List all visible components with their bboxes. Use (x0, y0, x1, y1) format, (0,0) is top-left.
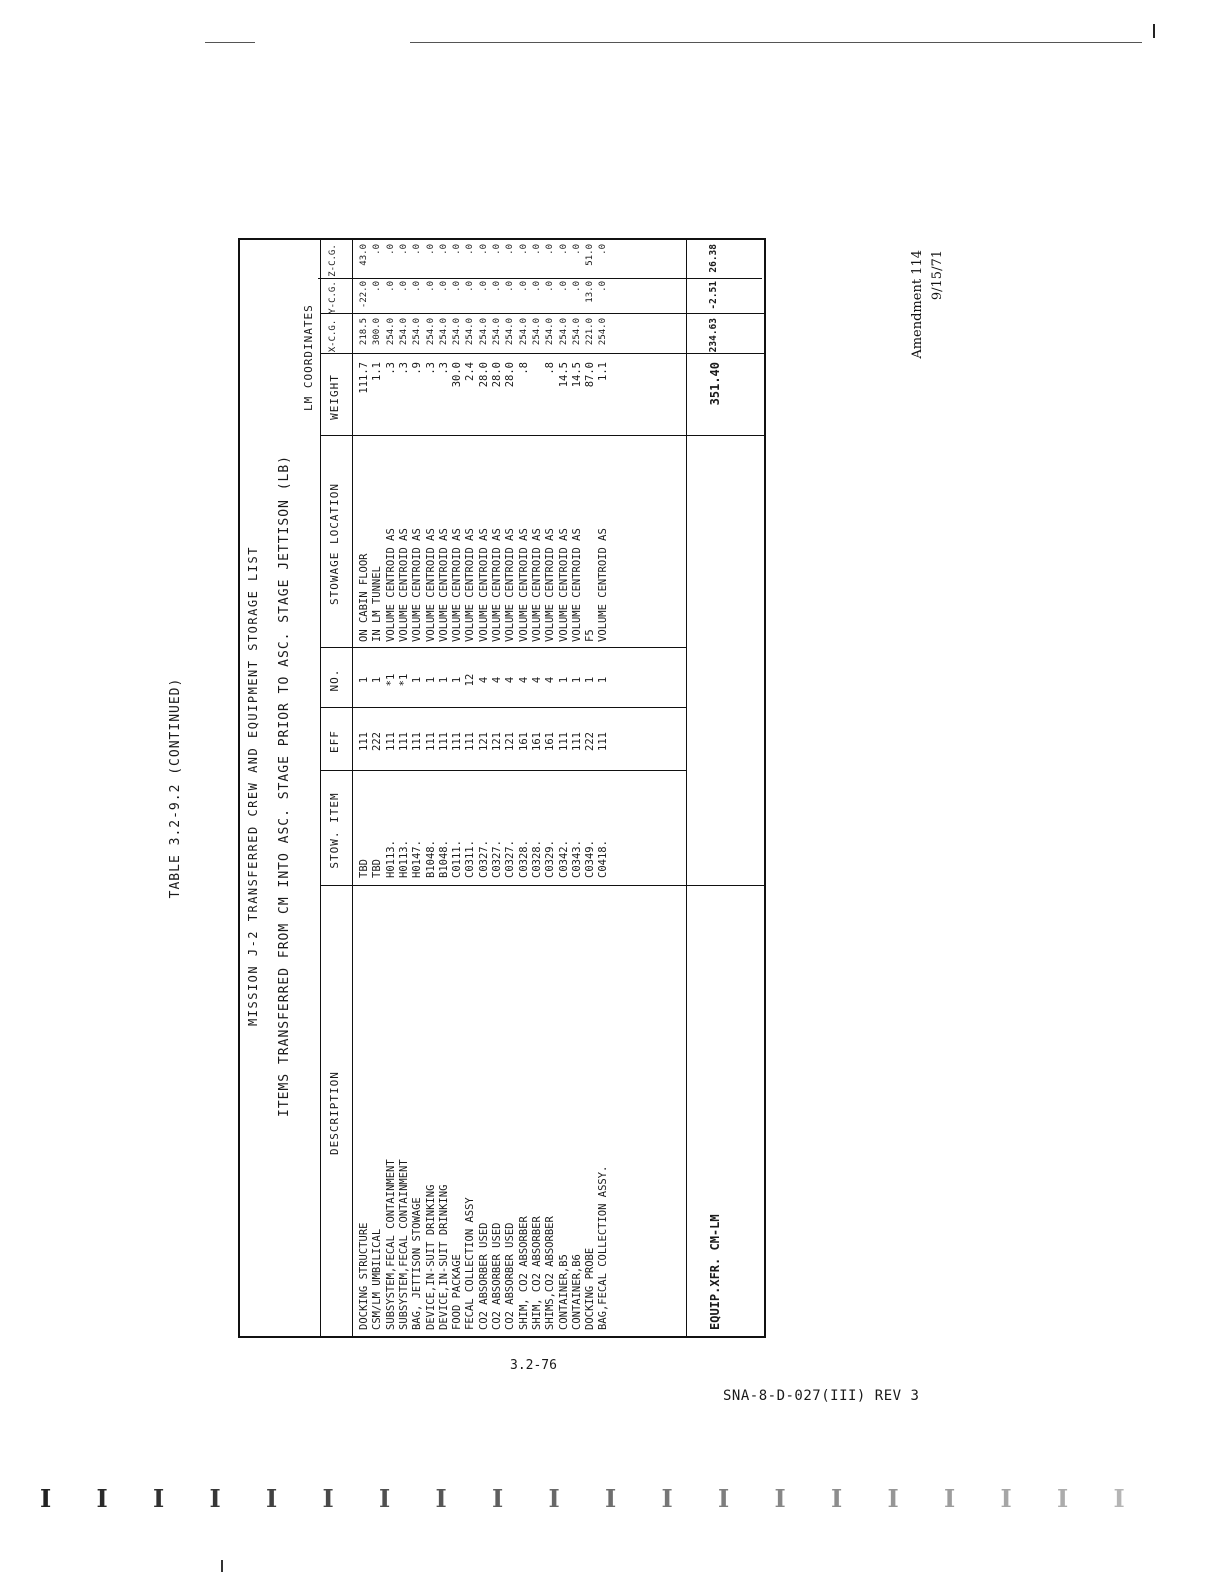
total-label: EQUIP.XFR. CM-LM (708, 1214, 722, 1330)
row-stow-item: TBD (358, 859, 370, 878)
row-description: CONTAINER,B5 (557, 1254, 570, 1330)
scan-tick-top (1153, 24, 1155, 38)
page-number: 3.2-76 (510, 1358, 557, 1373)
header-eff: EFF (328, 730, 341, 753)
row-eff: 111 (424, 732, 437, 751)
row-weight: 2.4 (464, 362, 477, 381)
row-description: FOOD PACKAGE (451, 1254, 464, 1330)
row-y-cg: .0 (505, 281, 516, 292)
table-label: TABLE 3.2-9.2 (CONTINUED) (168, 677, 183, 899)
row-x-cg: 254.0 (598, 318, 609, 346)
row-weight: .8 (544, 362, 557, 375)
row-x-cg: 254.0 (398, 318, 409, 346)
header-z-cg: Z-C.G. (328, 244, 338, 277)
table-row (597, 238, 610, 1338)
row-stow-item: C0327. (477, 840, 490, 878)
row-eff: 222 (371, 732, 384, 751)
row-weight: 14.5 (557, 362, 570, 388)
row-x-cg: 254.0 (385, 318, 396, 346)
table-row (398, 238, 411, 1338)
row-y-cg: .0 (398, 281, 409, 292)
table-row (385, 238, 398, 1338)
header-weight: WEIGHT (328, 374, 341, 420)
table-rows-block (200, 238, 770, 1338)
amendment-date: 9/15/71 (930, 250, 945, 301)
total-z-cg: 26.38 (708, 244, 719, 273)
amendment-note (908, 250, 948, 400)
row-stowage-location: VOLUME CENTROID AS (530, 528, 543, 642)
row-stow-item: B1048. (424, 840, 437, 878)
row-z-cg: .0 (558, 244, 569, 255)
row-z-cg: 43.0 (359, 244, 369, 266)
row-description: BAG, JETTISON STOWAGE (411, 1197, 424, 1330)
row-eff: 121 (477, 732, 490, 751)
row-y-cg: .0 (425, 281, 436, 292)
row-y-cg: .0 (492, 281, 502, 292)
table-row (411, 238, 424, 1338)
registration-mark: Ⅰ (1057, 1484, 1069, 1513)
row-y-cg: .0 (598, 281, 609, 292)
row-x-cg: 254.0 (478, 318, 489, 346)
row-x-cg: 300.0 (372, 318, 383, 346)
row-stow-item: C0349. (584, 840, 597, 878)
registration-mark: Ⅰ (887, 1484, 899, 1513)
row-y-cg: .0 (558, 281, 569, 292)
row-stow-item: B1048. (437, 840, 450, 878)
row-no: 1 (584, 676, 597, 684)
row-no: *1 (397, 673, 410, 687)
row-description: CO2 ABSORBER USED (504, 1222, 517, 1330)
row-description: SHIMS,CO2 ABSORBER (544, 1216, 557, 1330)
table-subtitle: ITEMS TRANSFERRED FROM CM INTO ASC. STAGE PRIOR TO ASC. STAGE JETTISON (LB) (277, 455, 292, 1117)
row-z-cg: .0 (412, 244, 423, 255)
row-stow-item: H0113. (397, 840, 410, 878)
registration-mark: Ⅰ (379, 1484, 391, 1513)
row-eff: 121 (504, 732, 517, 751)
row-y-cg: .0 (545, 281, 556, 292)
row-y-cg: .0 (478, 281, 489, 292)
row-stowage-location: VOLUME CENTROID AS (384, 528, 397, 642)
row-z-cg: .0 (598, 244, 609, 255)
row-stowage-location: VOLUME CENTROID AS (491, 528, 503, 642)
row-z-cg: .0 (571, 244, 582, 255)
row-description: BAG,FECAL COLLECTION ASSY. (597, 1165, 610, 1330)
row-no: 4 (504, 676, 517, 684)
row-z-cg: .0 (452, 244, 463, 255)
row-weight: 28.0 (477, 362, 490, 388)
row-y-cg: .0 (412, 281, 423, 292)
row-no: 4 (477, 676, 490, 684)
row-no: 1 (411, 676, 424, 684)
row-x-cg: 254.0 (412, 318, 423, 346)
row-x-cg: 254.0 (558, 318, 569, 346)
row-stowage-location: VOLUME CENTROID AS (437, 528, 450, 642)
row-stow-item: TBD (371, 859, 384, 878)
row-stowage-location: VOLUME CENTROID AS (597, 528, 610, 642)
footer-registration-marks (40, 1484, 1200, 1522)
row-stow-item: C0342. (557, 840, 570, 878)
row-no: 4 (530, 676, 543, 684)
row-stow-item: C0343. (570, 840, 583, 878)
table-title: MISSION J-2 TRANSFERRED CREW AND EQUIPMENT STORAGE LIST (246, 546, 260, 1026)
row-y-cg: .0 (385, 281, 396, 292)
row-no: 1 (358, 676, 370, 684)
row-no: *1 (384, 673, 397, 687)
table-row (544, 238, 557, 1338)
document-id: SNA-8-D-027(III) REV 3 (723, 1388, 920, 1404)
table-row (558, 238, 571, 1338)
row-eff: 161 (530, 732, 543, 751)
row-stowage-location: VOLUME CENTROID AS (424, 528, 437, 642)
header-x-cg: X-C.G. (328, 319, 338, 353)
table-row (584, 238, 597, 1338)
row-z-cg: .0 (492, 244, 502, 255)
row-z-cg: .0 (372, 244, 383, 255)
row-description: DOCKING PROBE (584, 1247, 597, 1330)
row-stow-item: C0328. (517, 840, 530, 878)
table-row (358, 238, 371, 1338)
registration-mark: Ⅰ (605, 1484, 617, 1513)
row-stowage-location: ON CABIN FLOOR (358, 553, 370, 642)
row-z-cg: .0 (531, 244, 542, 255)
row-weight: 14.5 (570, 362, 583, 388)
row-z-cg: .0 (478, 244, 489, 255)
table-row (531, 238, 544, 1338)
row-stowage-location: VOLUME CENTROID AS (411, 528, 424, 642)
row-stowage-location: IN LM TUNNEL (371, 566, 384, 642)
row-eff: 111 (411, 732, 424, 751)
row-eff: 111 (397, 732, 410, 751)
total-weight: 351.40 (708, 362, 722, 406)
row-stowage-location: VOLUME CENTROID AS (397, 528, 410, 642)
row-no: 1 (570, 676, 583, 684)
row-y-cg: 13.0 (585, 281, 596, 303)
table-row (491, 238, 504, 1338)
row-stow-item: H0113. (384, 840, 397, 878)
row-weight: 1.1 (371, 362, 384, 381)
row-description: SHIM, CO2 ABSORBER (530, 1216, 543, 1330)
row-y-cg: .0 (571, 281, 582, 292)
row-eff: 111 (451, 732, 464, 751)
header-no: NO. (328, 668, 341, 692)
row-description: SUBSYSTEM,FECAL CONTAINMENT (384, 1159, 397, 1330)
row-eff: 111 (384, 732, 397, 751)
row-y-cg: .0 (531, 281, 542, 292)
row-eff: 111 (570, 732, 583, 751)
row-z-cg: 51.0 (585, 244, 596, 266)
row-stowage-location: VOLUME CENTROID AS (557, 528, 570, 642)
row-x-cg: 254.0 (438, 318, 449, 346)
table-row (451, 238, 464, 1338)
row-stow-item: C0329. (544, 840, 557, 878)
table-row (371, 238, 384, 1338)
row-eff: 161 (517, 732, 530, 751)
registration-mark: Ⅰ (718, 1484, 730, 1513)
registration-mark: Ⅰ (266, 1484, 278, 1513)
row-weight: 28.0 (491, 362, 503, 388)
row-no: 12 (464, 673, 477, 687)
table-row (571, 238, 584, 1338)
table-row (464, 238, 477, 1338)
row-weight: 28.0 (504, 362, 517, 388)
lm-coordinates-header: LM COORDINATES (302, 304, 315, 411)
row-stowage-location: VOLUME CENTROID AS (570, 528, 583, 642)
row-stow-item: C0327. (491, 840, 503, 878)
row-stow-item: H0147. (411, 840, 424, 878)
row-description: DOCKING STRUCTURE (358, 1222, 370, 1330)
registration-mark: Ⅰ (831, 1484, 843, 1513)
row-weight: 30.0 (451, 362, 464, 388)
row-z-cg: .0 (545, 244, 556, 255)
registration-mark: Ⅰ (96, 1484, 108, 1513)
row-description: SUBSYSTEM,FECAL CONTAINMENT (397, 1159, 410, 1330)
amendment-number: Amendment 114 (910, 250, 925, 359)
table-row (518, 238, 531, 1338)
row-y-cg: .0 (452, 281, 463, 292)
registration-mark: Ⅰ (40, 1484, 52, 1513)
registration-mark: Ⅰ (153, 1484, 165, 1513)
row-weight: 87.0 (584, 362, 597, 388)
row-description: CSM/LM UMBILICAL (371, 1228, 384, 1330)
row-stowage-location: VOLUME CENTROID AS (517, 528, 530, 642)
row-x-cg: 254.0 (452, 318, 463, 346)
row-x-cg: 254.0 (465, 318, 476, 346)
registration-mark: Ⅰ (209, 1484, 221, 1513)
row-x-cg: 254.0 (492, 318, 502, 346)
row-stow-item: C0111. (451, 840, 464, 878)
row-stowage-location: VOLUME CENTROID AS (451, 528, 464, 642)
registration-mark: Ⅰ (492, 1484, 504, 1513)
row-weight: .8 (517, 362, 530, 375)
row-weight: .9 (411, 362, 424, 375)
row-y-cg: .0 (438, 281, 449, 292)
row-weight: .3 (397, 362, 410, 375)
header-stow-item: STOW. ITEM (328, 792, 341, 869)
scan-tick-bottom (221, 1560, 223, 1572)
row-z-cg: .0 (438, 244, 449, 255)
registration-mark: Ⅰ (944, 1484, 956, 1513)
row-weight: .3 (384, 362, 397, 375)
row-stow-item: C0328. (530, 840, 543, 878)
row-description: DEVICE,IN-SUIT DRINKING (437, 1184, 450, 1330)
row-stowage-location: VOLUME CENTROID AS (477, 528, 490, 642)
registration-mark: Ⅰ (322, 1484, 334, 1513)
row-description: CO2 ABSORBER USED (477, 1222, 490, 1330)
row-eff: 111 (464, 732, 477, 751)
row-no: 4 (491, 676, 503, 684)
total-y-cg: -2.51 (708, 281, 719, 310)
row-x-cg: 254.0 (571, 318, 582, 346)
row-no: 1 (597, 676, 610, 684)
registration-mark: Ⅰ (1000, 1484, 1012, 1513)
row-eff: 121 (491, 732, 503, 751)
total-x-cg: 234.63 (708, 318, 719, 353)
row-eff: 111 (597, 732, 610, 751)
registration-mark: Ⅰ (661, 1484, 673, 1513)
row-eff: 111 (437, 732, 450, 751)
row-y-cg: .0 (465, 281, 476, 292)
row-no: 1 (557, 676, 570, 684)
row-description: FECAL COLLECTION ASSY (464, 1197, 477, 1330)
table-row (425, 238, 438, 1338)
header-y-cg: Y-C.G. (328, 281, 338, 314)
row-weight: 111.7 (358, 362, 370, 394)
row-stowage-location: VOLUME CENTROID AS (544, 528, 557, 642)
row-z-cg: .0 (518, 244, 529, 255)
registration-mark: Ⅰ (435, 1484, 447, 1513)
row-x-cg: 254.0 (505, 318, 516, 346)
row-z-cg: .0 (425, 244, 436, 255)
registration-mark: Ⅰ (1113, 1484, 1125, 1513)
row-z-cg: .0 (385, 244, 396, 255)
header-description: DESCRIPTION (328, 1071, 341, 1155)
row-x-cg: 254.0 (425, 318, 436, 346)
row-no: 4 (544, 676, 557, 684)
row-z-cg: .0 (465, 244, 476, 255)
row-y-cg: .0 (518, 281, 529, 292)
row-eff: 222 (584, 732, 597, 751)
row-weight: 1.1 (597, 362, 610, 381)
registration-mark: Ⅰ (774, 1484, 786, 1513)
row-eff: 111 (358, 732, 370, 751)
row-description: DEVICE,IN-SUIT DRINKING (424, 1184, 437, 1330)
header-stowage-location: STOWAGE LOCATION (328, 483, 341, 605)
row-stow-item: C0311. (464, 840, 477, 878)
row-x-cg: 254.0 (518, 318, 529, 346)
row-stowage-location: VOLUME CENTROID AS (504, 528, 517, 642)
row-no: 1 (371, 676, 384, 684)
table-row (478, 238, 491, 1338)
row-stowage-location: F5 (584, 629, 597, 642)
row-stow-item: C0418. (597, 840, 610, 878)
row-stowage-location: VOLUME CENTROID AS (464, 528, 477, 642)
scan-line-top-right (410, 42, 1142, 43)
table-row (438, 238, 451, 1338)
row-x-cg: 218.5 (359, 318, 369, 346)
row-x-cg: 221.0 (585, 318, 596, 346)
row-weight: .3 (424, 362, 437, 375)
scan-line-top-left (205, 42, 255, 43)
row-eff: 161 (544, 732, 557, 751)
row-description: SHIM, CO2 ABSORBER (517, 1216, 530, 1330)
row-z-cg: .0 (505, 244, 516, 255)
row-y-cg: .0 (372, 281, 383, 292)
registration-mark: Ⅰ (548, 1484, 560, 1513)
row-weight: .3 (437, 362, 450, 375)
row-description: CO2 ABSORBER USED (491, 1222, 503, 1330)
row-eff: 111 (557, 732, 570, 751)
row-no: 1 (437, 676, 450, 684)
row-no: 4 (517, 676, 530, 684)
row-z-cg: .0 (398, 244, 409, 255)
row-no: 1 (424, 676, 437, 684)
row-y-cg: -22.0 (359, 281, 369, 309)
row-x-cg: 254.0 (545, 318, 556, 346)
table-rows (200, 238, 770, 1338)
table-row (504, 238, 517, 1338)
row-x-cg: 254.0 (531, 318, 542, 346)
row-no: 1 (451, 676, 464, 684)
row-stow-item: C0327. (504, 840, 517, 878)
row-description: CONTAINER,B6 (570, 1254, 583, 1330)
